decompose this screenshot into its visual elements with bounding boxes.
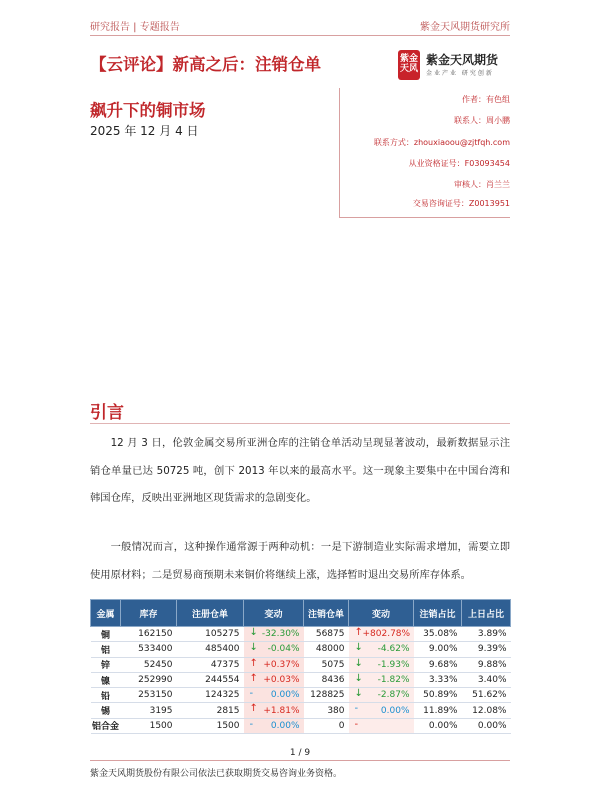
registered-change-cell [244,627,304,642]
prev-ratio-cell: 3.89% [462,627,511,642]
cancel-ratio-cell: 9.00% [414,642,462,657]
header-report-type: 研究报告 | 专题报告 [90,22,180,33]
metal-name-cell: 铜 [91,627,121,642]
arrow-down-icon: ↓ [249,627,258,638]
report-title: 【云评论】新高之后：注销仓单飙升下的铜市场 [90,55,321,120]
cancelled-warrant-cell: 128825 [304,688,349,703]
registered-warrant-cell: 1500 [177,718,244,733]
company-logo [398,50,510,82]
page-header [90,14,510,36]
dash-icon: - [249,688,254,700]
consult-license-line: 交易咨询证号：Z0013951 [412,199,510,208]
column-header: 上日占比 [462,600,511,627]
table-row [91,642,511,657]
registered-change-cell-value: +1.81% [263,705,300,716]
arrow-up-icon: ↑ [249,657,258,669]
arrow-down-icon: ↓ [249,642,258,654]
arrow-down-icon: ↓ [354,657,363,669]
cancelled-change-cell [349,642,414,657]
registered-change-cell-value: -32.30% [261,629,300,640]
prev-ratio-cell: 51.62% [462,688,511,703]
registered-change-cell [244,657,304,672]
report-date: 2025 年 12 月 4 日 [90,124,199,138]
registered-change-cell [244,703,304,718]
registered-change-cell-value: 0.00% [270,720,300,731]
cancelled-warrant-cell: 56875 [304,627,349,642]
dash-icon: - [249,718,254,730]
column-header: 变动 [244,600,304,627]
email-line: 联系方式：zhouxiaoou@zjtfqh.com [373,138,510,147]
stock-cell: 162150 [121,627,177,642]
table-row [91,703,511,718]
column-header: 注册仓单 [177,600,244,627]
cancelled-change-cell-value: -1.82% [377,675,410,686]
stock-cell: 252990 [121,672,177,687]
section-divider [90,423,510,424]
column-header: 变动 [349,600,414,627]
metal-name-cell: 锡 [91,703,121,718]
column-header: 金属 [91,600,121,627]
registered-change-cell [244,642,304,657]
cancelled-change-cell-value: 0.00% [380,705,410,716]
registered-change-cell [244,718,304,733]
author-info-box [339,88,510,218]
cancelled-change-cell [349,672,414,687]
registered-warrant-cell: 47375 [177,657,244,672]
cancel-ratio-cell: 9.68% [414,657,462,672]
table-header-row [91,600,511,627]
table-row [91,718,511,733]
registered-change-cell [244,672,304,687]
dash-icon: - [354,718,359,730]
metal-name-cell: 铅 [91,688,121,703]
column-header: 注销仓单 [304,600,349,627]
stock-cell: 1500 [121,718,177,733]
intro-paragraph-2: 一般情况而言，这种操作通常源于两种动机：一是下游制造业实际需求增加，需要立即使用原材料；二是贸易商预期未来铜价将继续上涨，选择暂时退出交易所库存体系。 [90,541,510,581]
registered-warrant-cell: 2815 [177,703,244,718]
registered-change-cell-value: +0.37% [263,659,300,670]
prev-ratio-cell: 12.08% [462,703,511,718]
cancelled-warrant-cell: 8436 [304,672,349,687]
arrow-up-icon: ↑ [354,627,363,638]
logo-tagline: 金业产业 研究创新 [426,70,494,77]
registered-warrant-cell: 124325 [177,688,244,703]
cancel-ratio-cell: 35.08% [414,627,462,642]
intro-paragraph-1: 12 月 3 日，伦敦金属交易所亚洲仓库的注销仓单活动呈现显著波动，最新数据显示注销仓单量已达 50725 吨，创下 2013 年以来的最高水平。这一现象主要集中在中国台湾和韩国仓库，反映出亚洲地区现货需求的急剧变化。 [90,437,510,504]
lme-warrant-table [90,599,511,734]
cancel-ratio-cell: 0.00% [414,718,462,733]
cancel-ratio-cell: 11.89% [414,703,462,718]
metal-name-cell: 镍 [91,672,121,687]
contact-person-line: 联系人：周小鹏 [454,116,510,125]
cancelled-change-cell-value: +802.78% [362,629,411,640]
qualification-line: 从业资格证号：F03093454 [408,159,510,168]
arrow-up-icon: ↑ [249,703,258,715]
arrow-down-icon: ↓ [354,672,363,684]
metal-name-cell: 铝合金 [91,718,121,733]
cancelled-change-cell [349,657,414,672]
arrow-down-icon: ↓ [354,642,363,654]
cancelled-change-cell-value: -4.62% [377,644,410,655]
logo-company-name: 紫金天风期货 [426,53,499,67]
footer-disclaimer: 紫金天风期货股份有限公司依法已获取期货交易咨询业务资格。 [90,769,343,779]
prev-ratio-cell: 0.00% [462,718,511,733]
table-row [91,672,511,687]
registered-change-cell-value: +0.03% [263,675,300,686]
registered-change-cell-value: -0.04% [267,644,300,655]
cancel-ratio-cell: 50.89% [414,688,462,703]
column-header: 库存 [121,600,177,627]
reviewer-line: 审核人：肖兰兰 [454,180,510,189]
cancelled-change-cell [349,688,414,703]
cancelled-change-cell-value: -2.87% [377,690,410,701]
prev-ratio-cell: 9.88% [462,657,511,672]
prev-ratio-cell: 3.40% [462,672,511,687]
author-line: 作者：有色组 [462,95,510,104]
registered-warrant-cell: 485400 [177,642,244,657]
header-institute: 紫金天风期货研究所 [420,22,510,33]
prev-ratio-cell: 9.39% [462,642,511,657]
footer-divider [90,760,510,761]
dash-icon: - [354,703,359,715]
logo-seal-icon: 紫金天风 [398,50,420,80]
cancelled-warrant-cell: 380 [304,703,349,718]
cancelled-change-cell [349,718,414,733]
cancel-ratio-cell: 3.33% [414,672,462,687]
metal-name-cell: 锌 [91,657,121,672]
table-row [91,688,511,703]
stock-cell: 3195 [121,703,177,718]
column-header: 注销占比 [414,600,462,627]
registered-warrant-cell: 105275 [177,627,244,642]
page-number: 1 / 9 [289,748,311,758]
stock-cell: 52450 [121,657,177,672]
registered-change-cell-value: 0.00% [270,690,300,701]
cancelled-change-cell [349,627,414,642]
metal-name-cell: 铝 [91,642,121,657]
stock-cell: 533400 [121,642,177,657]
cancelled-warrant-cell: 48000 [304,642,349,657]
table-body [91,627,511,734]
arrow-down-icon: ↓ [354,688,363,700]
table-row [91,657,511,672]
registered-warrant-cell: 244554 [177,672,244,687]
cancelled-warrant-cell: 5075 [304,657,349,672]
cancelled-change-cell-value: -1.93% [377,659,410,670]
cancelled-warrant-cell: 0 [304,718,349,733]
registered-change-cell [244,688,304,703]
section-heading: 引言 [90,403,124,423]
arrow-up-icon: ↑ [249,672,258,684]
table-row [91,627,511,642]
cancelled-change-cell [349,703,414,718]
stock-cell: 253150 [121,688,177,703]
